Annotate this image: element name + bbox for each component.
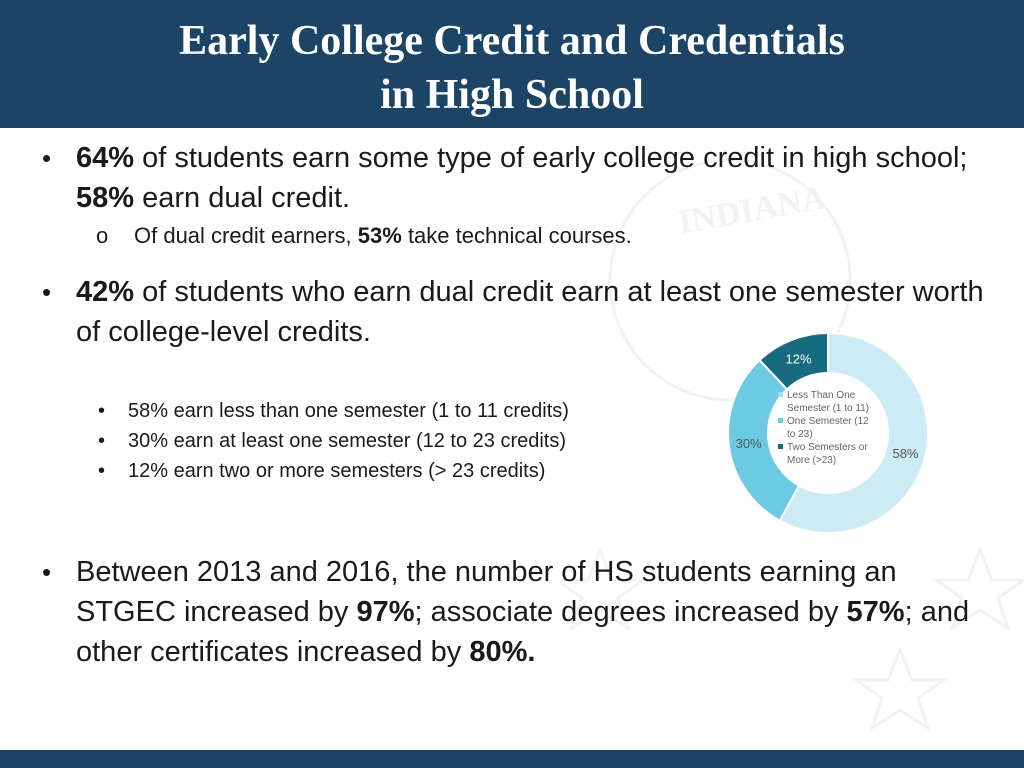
bullet-text: ; and other certificates increased by xyxy=(76,596,970,668)
page-title-line-2: in High School xyxy=(380,72,644,118)
list-item-text: 58% earn less than one semester (1 to 11 credits) xyxy=(128,400,569,422)
sub-bullet-marker: o xyxy=(96,223,109,248)
sub-bullet-text: Of dual credit earners, xyxy=(134,223,358,248)
legend-label: Two Semesters or xyxy=(787,442,868,453)
legend-label: One Semester (12 xyxy=(787,416,869,427)
legend-swatch xyxy=(778,418,783,423)
sub-bullet-technical xyxy=(96,221,632,251)
stat-57: 57% xyxy=(846,596,905,628)
stat-80: 80%. xyxy=(469,636,536,668)
footer-bar xyxy=(0,750,1024,768)
bullet-marker: • xyxy=(42,557,52,587)
bullet-marker: • xyxy=(98,430,106,452)
donut-slice-label: 58% xyxy=(892,445,919,461)
bullet-marker: • xyxy=(98,460,106,482)
donut-slice-label: 30% xyxy=(735,436,762,452)
page-title-line-1: Early College Credit and Credentials xyxy=(179,18,845,64)
list-item-text: 30% earn at least one semester (12 to 23 credits) xyxy=(128,430,567,452)
bullet-text: Between 2013 and 2016, the number of HS students earning an STGEC increased by xyxy=(76,556,897,628)
bullet-text: of students who earn dual credit earn at least one semester worth of college-level credits. xyxy=(76,276,984,348)
stat-58: 58% xyxy=(76,182,135,214)
legend-swatch xyxy=(778,392,783,397)
legend-label: More (>23) xyxy=(787,455,837,466)
bullet-text: ; associate degrees increased by xyxy=(414,596,847,628)
donut-slice-label: 12% xyxy=(785,351,812,367)
credit-breakdown-list xyxy=(98,396,569,486)
stat-42: 42% xyxy=(76,276,135,308)
bullet-text: of students earn some type of early college credit in high school; xyxy=(134,142,968,174)
svg-text:INDIANA: INDIANA xyxy=(675,179,830,242)
bullet-early-credit xyxy=(42,138,996,218)
bullet-marker: • xyxy=(42,143,52,173)
donut-chart-svg xyxy=(720,325,1020,540)
bullet-text: earn dual credit. xyxy=(134,182,351,214)
list-item xyxy=(98,396,569,426)
legend-label: to 23) xyxy=(787,429,813,440)
legend-label: Less Than One xyxy=(787,390,856,401)
legend-label: Semester (1 to 11) xyxy=(787,403,870,414)
list-item-text: 12% earn two or more semesters (> 23 credits) xyxy=(128,460,546,482)
list-item xyxy=(98,426,569,456)
stat-64: 64% xyxy=(76,142,135,174)
stat-53: 53% xyxy=(357,223,402,248)
legend-swatch xyxy=(778,444,783,449)
stat-97: 97% xyxy=(356,596,415,628)
list-item xyxy=(98,456,569,486)
sub-bullet-text: take technical courses. xyxy=(401,223,632,248)
bullet-stgec-growth xyxy=(42,552,996,672)
bullet-marker: • xyxy=(42,277,52,307)
bullet-marker: • xyxy=(98,400,106,422)
credits-donut-chart xyxy=(720,325,1020,540)
